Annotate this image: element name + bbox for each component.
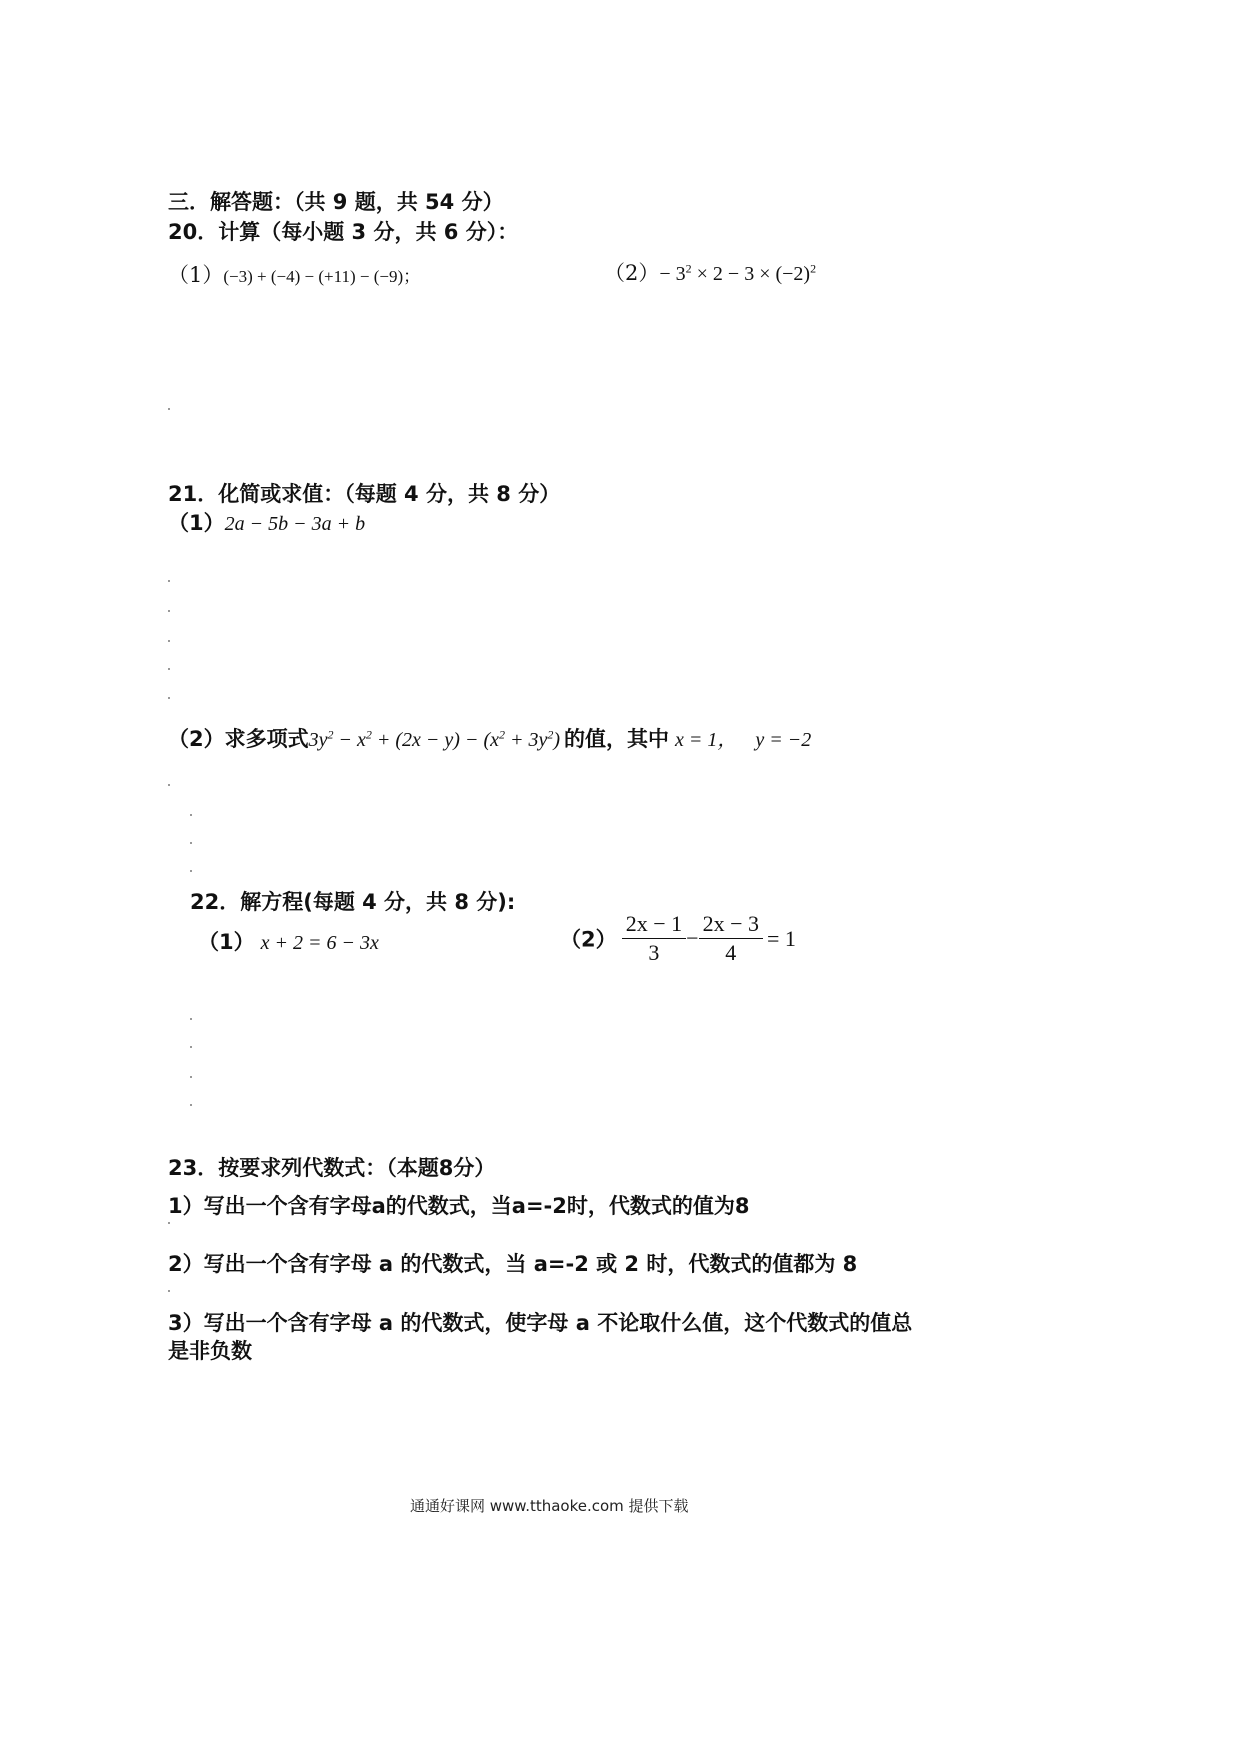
footer-text: 通通好课网 www.tthaoke.com 提供下载 — [410, 1497, 689, 1515]
q22-fraction-2-numerator: 2x − 3 — [699, 910, 763, 939]
q21-expr-seg: ) — [553, 729, 561, 751]
q23-item-3-line-1: 3）写出一个含有字母 a 的代数式，使字母 a 不论取什么值，这个代数式的值总 — [168, 1311, 913, 1335]
q21-part1 — [168, 507, 365, 537]
q22-fraction-2 — [699, 910, 763, 967]
q21-part1-label: （1） — [168, 511, 225, 535]
q21-part1-expression: 2a − 5b − 3a + b — [224, 513, 366, 535]
q20-title: 20．计算（每小题 3 分，共 6 分）： — [168, 220, 519, 244]
scan-dot — [190, 842, 192, 844]
q22-part1-expression: x + 2 = 6 − 3x — [260, 932, 379, 954]
scan-dot — [190, 1046, 192, 1048]
scan-dot — [190, 870, 192, 872]
q22-fraction-2-denominator: 4 — [725, 940, 737, 965]
scan-dot — [168, 408, 170, 410]
q21-expr-sup: 2 — [547, 727, 554, 742]
q21-title: 21．化简或求值：（每题 4 分，共 8 分） — [168, 482, 561, 506]
q22-rhs: = 1 — [766, 925, 796, 951]
scan-dot — [168, 784, 170, 786]
q21-expr-sup: 2 — [365, 727, 372, 742]
scan-dot — [190, 1104, 192, 1106]
q21-part2-label: （2）求多项式 — [168, 727, 309, 751]
q21-expr-seg: 3y — [308, 729, 328, 751]
scan-dot — [190, 1018, 192, 1020]
q21-expr-sup: 2 — [327, 727, 334, 742]
scan-dot — [168, 610, 170, 612]
q22-minus: − — [686, 925, 699, 951]
q20-expr-seg: − 3 — [659, 263, 686, 285]
q22-part1 — [198, 926, 379, 956]
q22-part2 — [560, 910, 796, 967]
q20-part1-label: （1） — [168, 263, 224, 287]
q21-part2-expression — [309, 729, 560, 751]
q23-item-1: 1）写出一个含有字母a的代数式，当a=-2时，代数式的值为8 — [168, 1194, 750, 1218]
q20-part1-expression: (−3) + (−4) − (+11) − (−9)； — [223, 267, 421, 286]
q20-expr-sup: 2 — [810, 261, 817, 276]
scan-dot — [168, 668, 170, 670]
q21-part2 — [168, 723, 811, 753]
q21-expr-seg: + (2x − y) − (x — [371, 729, 499, 751]
scan-dot — [168, 697, 170, 699]
q20-expr-sup: 2 — [685, 261, 692, 276]
q21-expr-seg: + 3y — [505, 729, 548, 751]
q21-expr-sup: 2 — [499, 727, 505, 742]
q23-item-2: 2）写出一个含有字母 a 的代数式，当 a=-2 或 2 时，代数式的值都为 8 — [168, 1252, 858, 1276]
scan-dot — [168, 1222, 170, 1224]
q21-part2-tail: 的值，其中 — [564, 727, 670, 751]
q20-part1 — [168, 259, 420, 289]
q23-item-3-line-2: 是非负数 — [168, 1339, 252, 1363]
scan-dot — [190, 814, 192, 816]
q22-part1-label: （1） — [198, 930, 255, 954]
q23-title: 23．按要求列代数式：（本题8分） — [168, 1156, 496, 1180]
q21-expr-seg: − x — [333, 729, 366, 751]
q20-part2 — [604, 257, 816, 287]
section-title: 三．解答题：（共 9 题，共 54 分） — [168, 190, 504, 214]
q20-part2-expression — [659, 263, 816, 285]
q20-part2-label: （2） — [604, 261, 660, 285]
scan-dot — [168, 1290, 170, 1292]
q22-part2-label: （2） — [560, 927, 617, 952]
q22-title: 22．解方程(每题 4 分，共 8 分): — [190, 890, 516, 914]
scan-dot — [168, 640, 170, 642]
q22-fraction-1-numerator: 2x − 1 — [622, 910, 686, 939]
q21-part2-y: y = −2 — [755, 729, 812, 751]
q22-fraction-1 — [622, 910, 686, 967]
scan-dot — [168, 580, 170, 582]
scan-dot — [190, 1076, 192, 1078]
q20-expr-seg: × 2 − 3 × (−2) — [691, 263, 811, 285]
q22-fraction-1-denominator: 3 — [648, 940, 660, 965]
q21-part2-x: x = 1， — [675, 729, 738, 751]
